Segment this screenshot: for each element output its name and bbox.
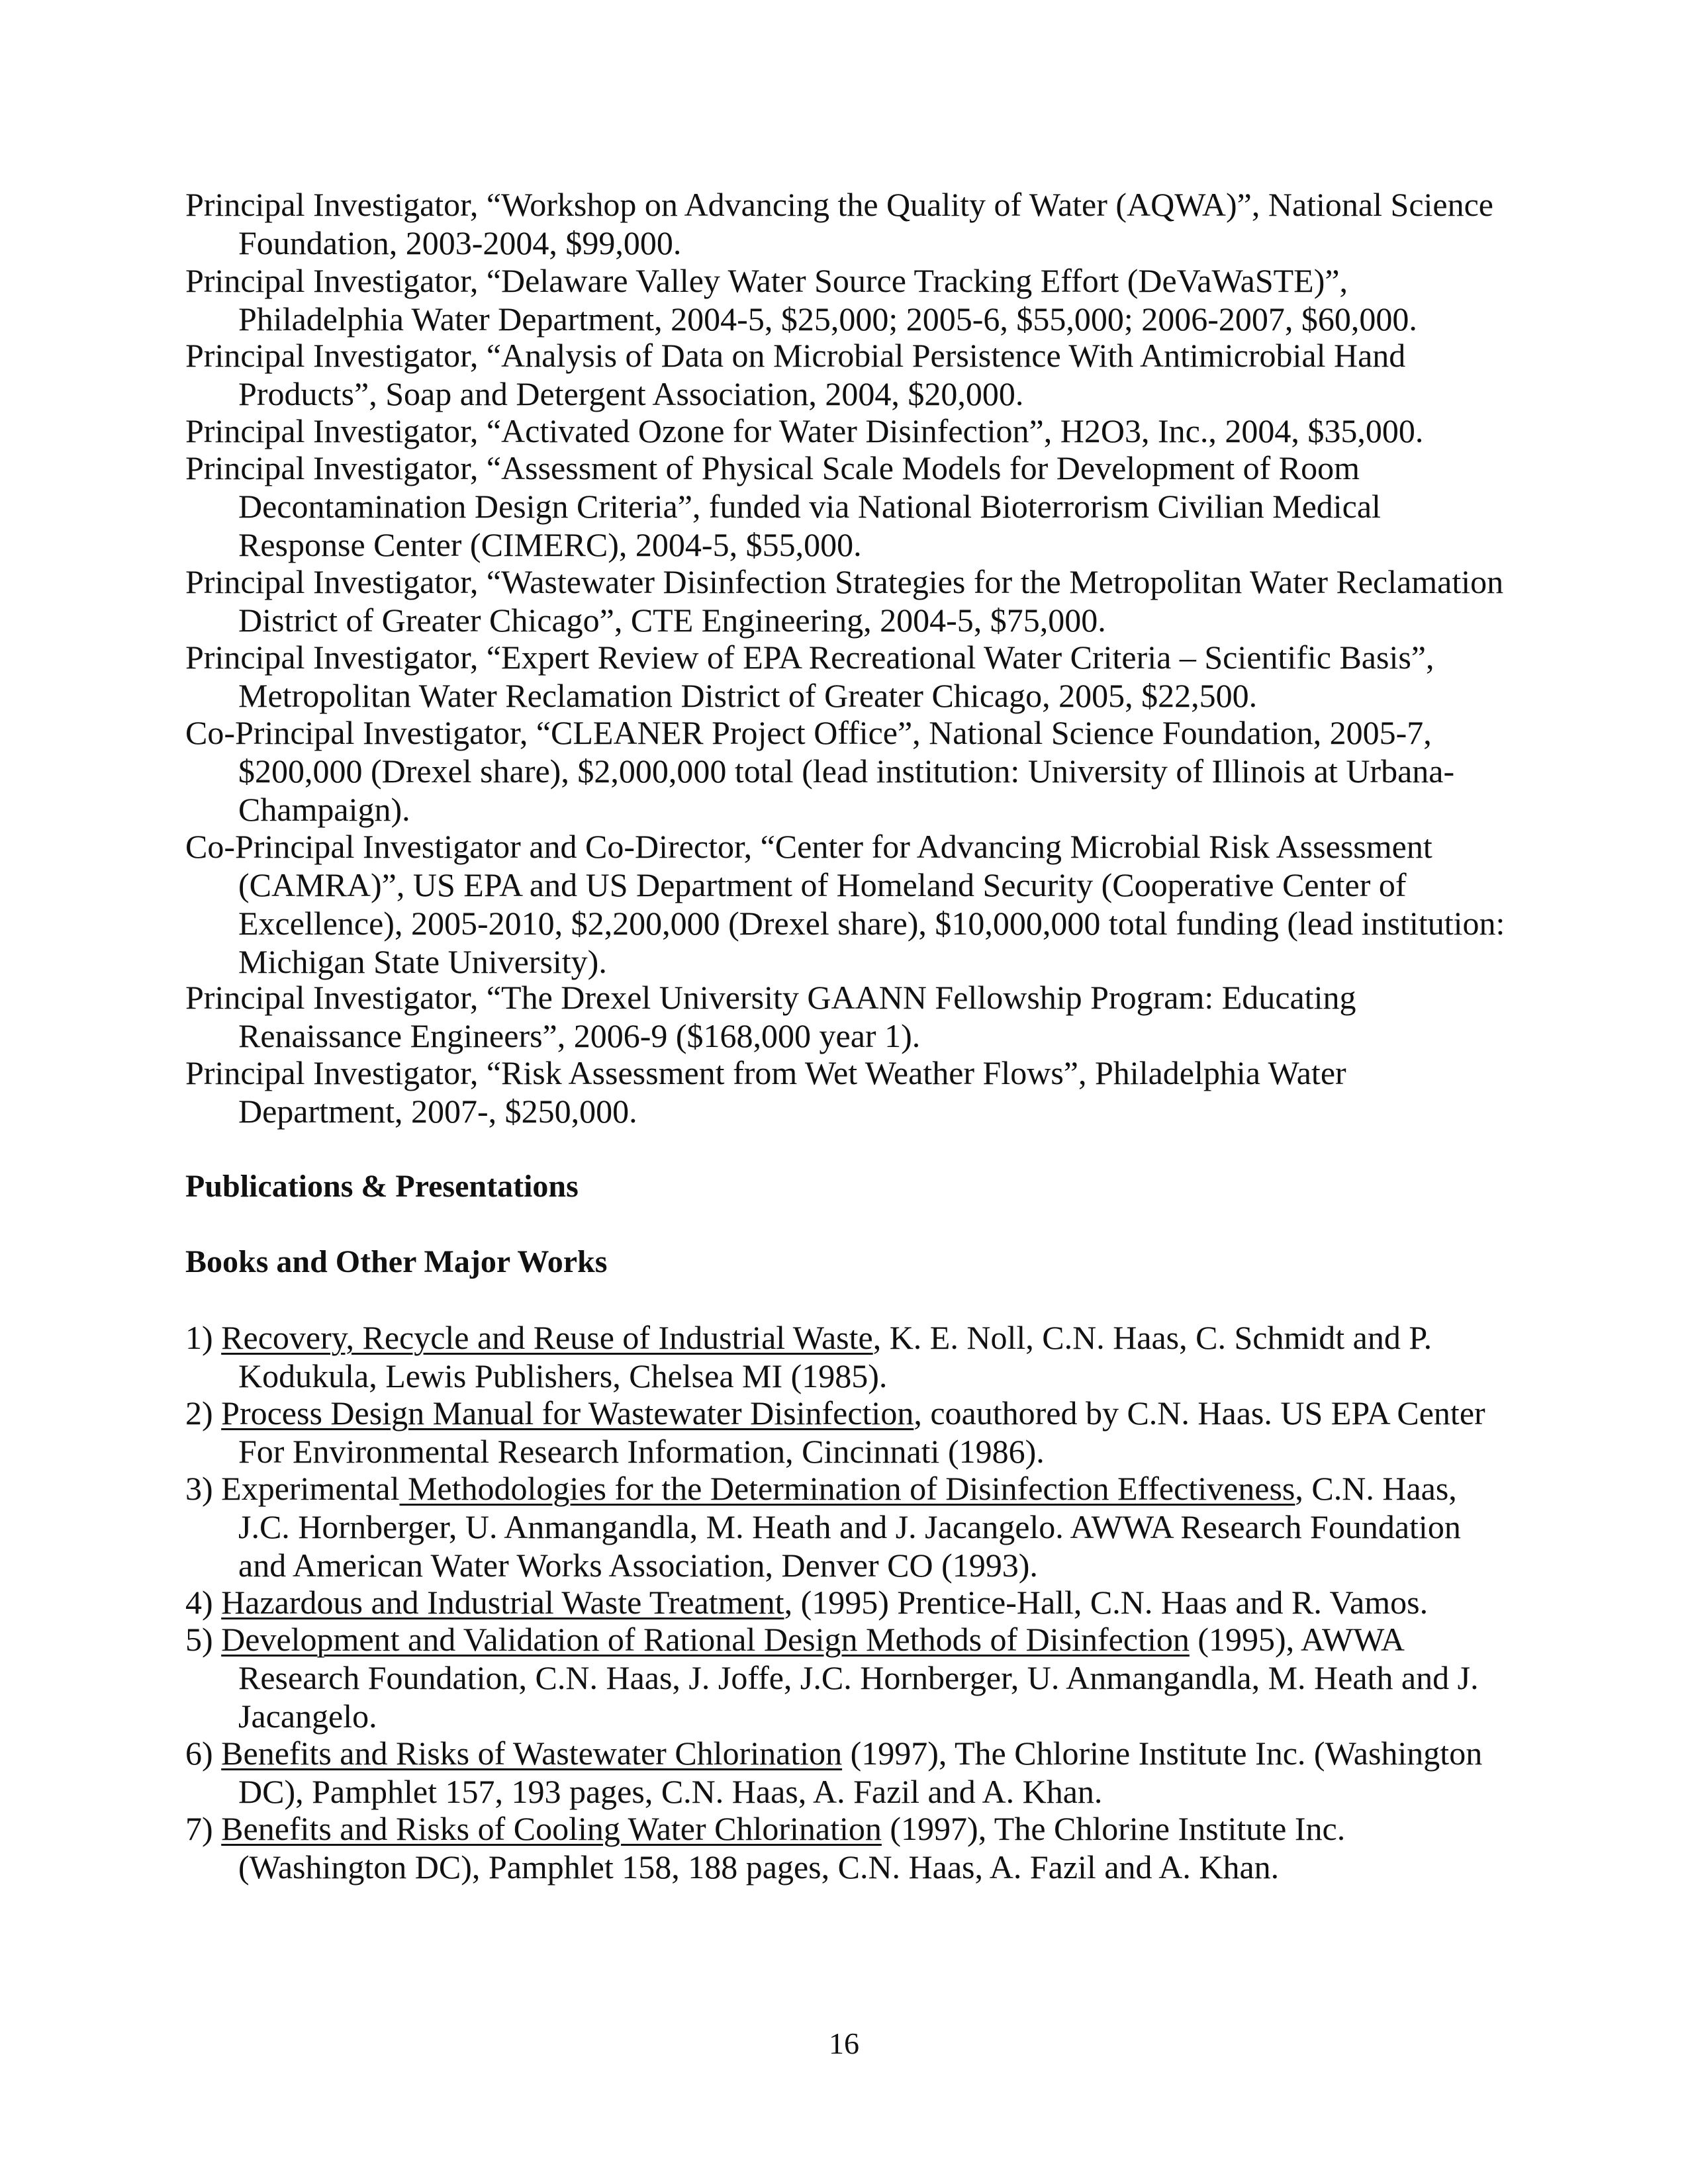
- book-details: (1997), The Chlorine Institute Inc. (Washington DC), Pamphlet 158, 188 pages, C.N. Haas, A. Fazil and A. Khan.: [238, 1810, 1346, 1886]
- book-details: , (1995) Prentice-Hall, C.N. Haas and R. Vamos.: [784, 1584, 1429, 1621]
- grant-entry: Principal Investigator, “Risk Assessment from Wet Weather Flows”, Philadelphia Water Department, 2007-, $250,000.: [185, 1054, 1346, 1130]
- book-entry: [185, 1394, 1516, 1471]
- grant-entry: Co-Principal Investigator, “CLEANER Project Office”, National Science Foundation, 2005-7, $200,000 (Drexel share), $2,000,000 total (lead institution: University of Illinois at Urbana-Champaign).: [185, 714, 1455, 828]
- book-entry: [185, 1809, 1516, 1886]
- section-heading-books: Books and Other Major Works: [185, 1244, 608, 1279]
- book-title: Development and Validation of Rational Design Methods of Disinfection: [221, 1621, 1190, 1658]
- book-title: Methodologies for the Determination of Disinfection Effectiveness: [399, 1470, 1295, 1507]
- book-number: 5): [185, 1621, 222, 1658]
- book-details: (1997), The Chlorine Institute Inc. (Washington DC), Pamphlet 157, 193 pages, C.N. Haas, A. Fazil and A. Khan.: [238, 1735, 1483, 1810]
- book-details: (1995), AWWA Research Foundation, C.N. Haas, J. Joffe, J.C. Hornberger, U. Anmangandla, M. Heath and J. Jacangelo.: [238, 1621, 1479, 1735]
- book-number: 6): [185, 1735, 222, 1772]
- book-number: 4): [185, 1584, 222, 1621]
- grant-entry: Principal Investigator, “Wastewater Disinfection Strategies for the Metropolitan Water Reclamation District of Greater Chicago”, CTE Engineering, 2004-5, $75,000.: [185, 563, 1504, 639]
- grant-entry: Principal Investigator, “Delaware Valley Water Source Tracking Effort (DeVaWaSTE)”, Philadelphia Water Department, 2004-5, $25,000; 2005-6, $55,000; 2006-2007, $60,000.: [185, 262, 1417, 338]
- book-number: 7): [185, 1810, 222, 1847]
- section-heading-publications: Publications & Presentations: [185, 1169, 579, 1204]
- grant-entry: Principal Investigator, “Analysis of Data on Microbial Persistence With Antimicrobial Hand Products”, Soap and Detergent Association, 2004, $20,000.: [185, 337, 1406, 412]
- book-title: Benefits and Risks of Wastewater Chlorination: [221, 1735, 843, 1772]
- book-number: 1): [185, 1319, 222, 1356]
- book-title: Hazardous and Industrial Waste Treatment: [221, 1584, 784, 1621]
- book-details: , K. E. Noll, C.N. Haas, C. Schmidt and P. Kodukula, Lewis Publishers, Chelsea MI (1985).: [238, 1319, 1432, 1394]
- grant-entry: Co-Principal Investigator and Co-Director, “Center for Advancing Microbial Risk Assessment (CAMRA)”, US EPA and US Department of Homeland Security (Cooperative Center of Excellence), 2005-2010, $2,200,000 (Drexel share), $10,000,000 total funding (lead institution: Michigan State University).: [185, 828, 1505, 980]
- book-entry: [185, 1734, 1516, 1811]
- book-details: , C.N. Haas, J.C. Hornberger, U. Anmangandla, M. Heath and J. Jacangelo. AWWA Research Foundation and American Water Works Association, Denver CO (1993).: [238, 1470, 1461, 1584]
- book-entry: [185, 1318, 1516, 1395]
- grant-entry: Principal Investigator, “Workshop on Advancing the Quality of Water (AQWA)”, National Science Foundation, 2003-2004, $99,000.: [185, 186, 1493, 261]
- book-title: Process Design Manual for Wastewater Disinfection: [221, 1394, 914, 1432]
- grant-entry: Principal Investigator, “Assessment of Physical Scale Models for Development of Room Decontamination Design Criteria”, funded via National Bioterrorism Civilian Medical Response Center (CIMERC), 2004-5, $55,000.: [185, 449, 1381, 563]
- book-details: , coauthored by C.N. Haas. US EPA Center For Environmental Research Information, Cincinnati (1986).: [238, 1394, 1485, 1470]
- grant-entry: Principal Investigator, “The Drexel University GAANN Fellowship Program: Educating Renaissance Engineers”, 2006-9 ($168,000 year 1).: [185, 979, 1356, 1054]
- grant-entry: Principal Investigator, “Activated Ozone for Water Disinfection”, H2O3, Inc., 2004, $35,000.: [185, 412, 1424, 449]
- book-number: 2): [185, 1394, 222, 1432]
- book-entry: [185, 1583, 1516, 1621]
- page-number: 16: [829, 2026, 859, 2060]
- book-title: Recovery, Recycle and Reuse of Industrial Waste: [221, 1319, 873, 1356]
- book-number: 3) Experimental: [185, 1470, 400, 1507]
- book-title: Benefits and Risks of Cooling Water Chlorination: [221, 1810, 882, 1847]
- grant-entry: Principal Investigator, “Expert Review of EPA Recreational Water Criteria – Scientific Basis”, Metropolitan Water Reclamation District of Greater Chicago, 2005, $22,500.: [185, 639, 1434, 714]
- book-entry: [185, 1620, 1516, 1735]
- book-entry: [185, 1469, 1516, 1584]
